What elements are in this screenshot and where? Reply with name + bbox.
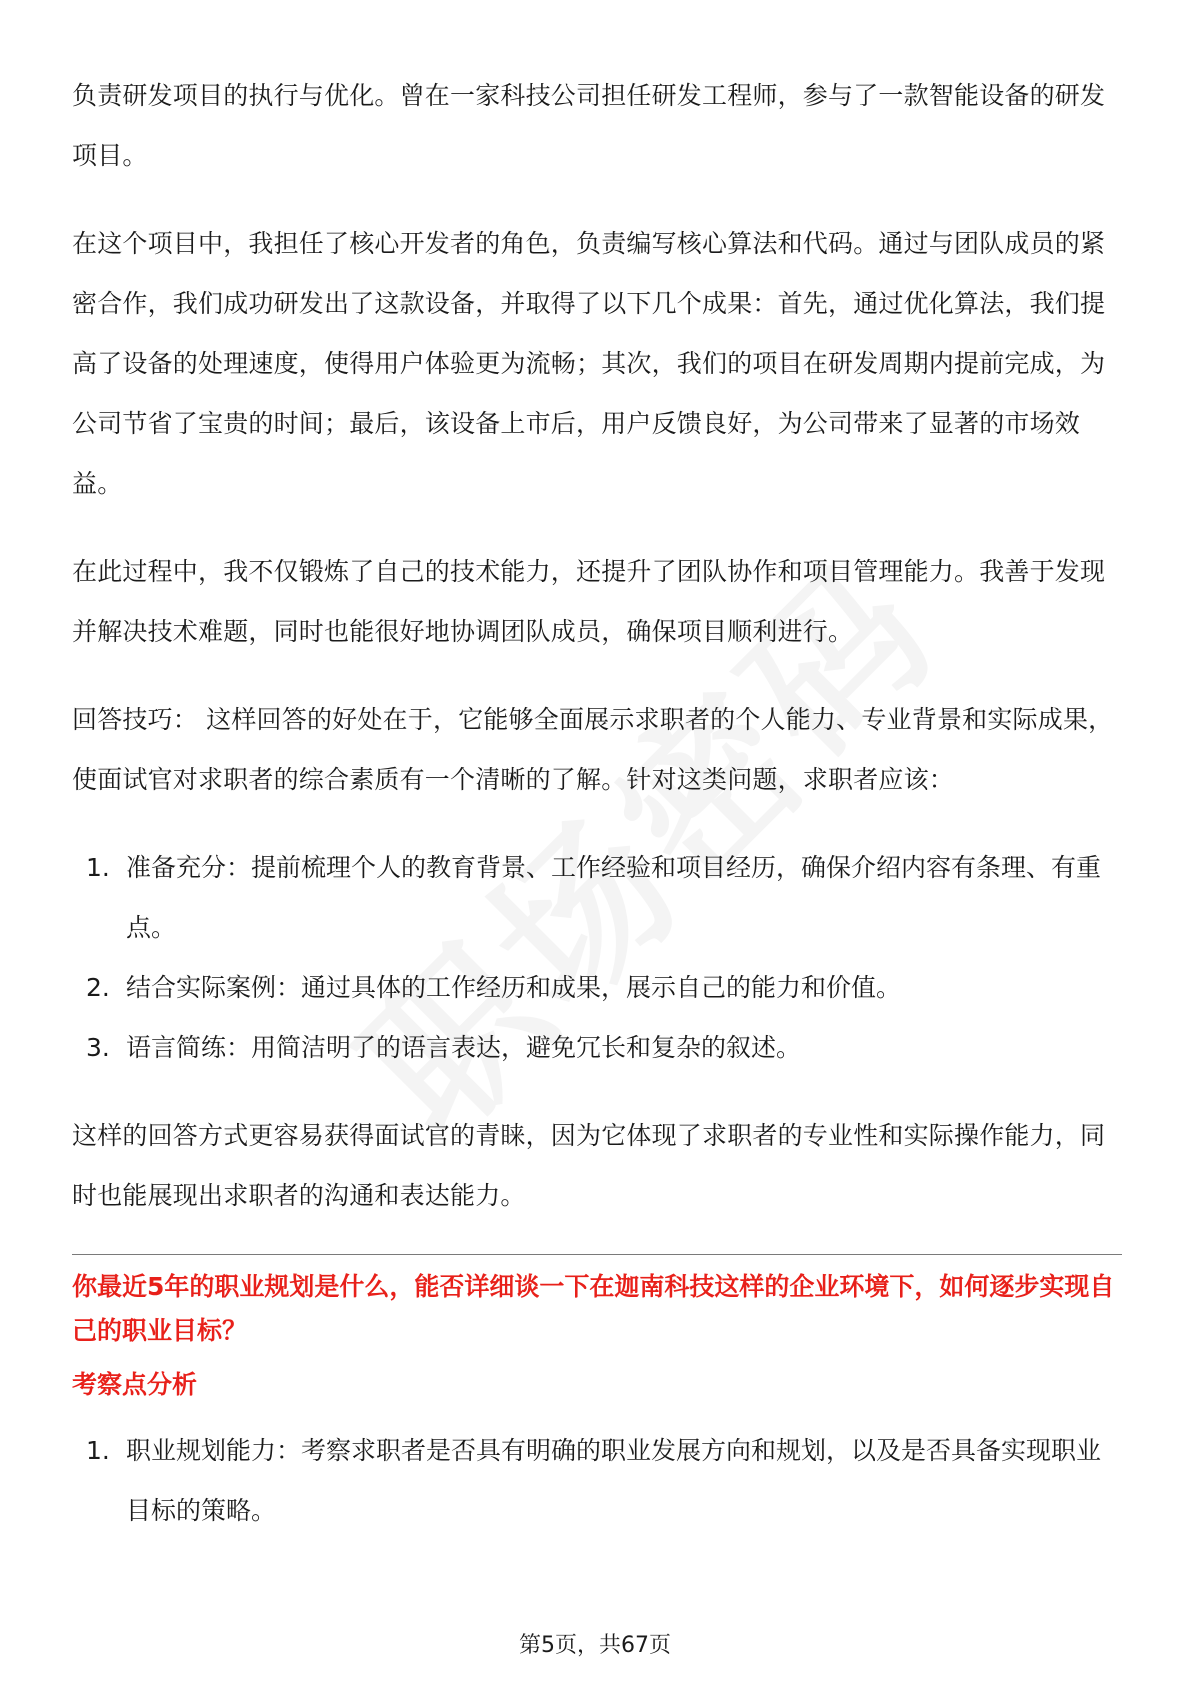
summary-paragraph: 这样的回答方式更容易获得面试官的青睐，因为它体现了求职者的专业性和实际操作能力，同时也能展现出求职者的沟通和表达能力。 [72,1121,1106,1210]
tips-list [72,838,1122,1078]
list-item-text: 准备充分：提前梳理个人的教育背景、工作经验和项目经历，确保介绍内容有条理、有重点。 [126,853,1102,942]
paragraph: 在这个项目中，我担任了核心开发者的角色，负责编写核心算法和代码。通过与团队成员的紧密合作，我们成功研发出了这款设备，并取得了以下几个成果：首先，通过优化算法，我们提高了设备的处理速度，使得用户体验更为流畅；其次，我们的项目在研发周期内提前完成，为公司节省了宝贵的时间；最后，该设备上市后，用户反馈良好，为公司带来了显著的市场效益。 [72,229,1106,498]
list-item [72,1018,1122,1078]
list-number: 2. [86,973,110,1002]
analysis-title: 考察点分析 [72,1370,198,1399]
answer-tips-paragraph: 回答技巧： 这样回答的好处在于，它能够全面展示求职者的个人能力、专业背景和实际成果，使面试官对求职者的综合素质有一个清晰的了解。针对这类问题，求职者应该： [72,705,1114,794]
list-item [72,958,1122,1018]
paragraph: 负责研发项目的执行与优化。曾在一家科技公司担任研发工程师，参与了一款智能设备的研发项目。 [72,81,1106,170]
list-item-text: 语言简练：用简洁明了的语言表达，避免冗长和复杂的叙述。 [126,1033,802,1062]
list-number: 1. [86,853,110,882]
paragraph: 在此过程中，我不仅锻炼了自己的技术能力，还提升了团队协作和项目管理能力。我善于发现并解决技术难题，同时也能很好地协调团队成员，确保项目顺利进行。 [72,557,1106,646]
list-item-text: 结合实际案例：通过具体的工作经历和成果，展示自己的能力和价值。 [126,973,902,1002]
list-item [72,838,1122,958]
page-footer: 第5页，共67页 [519,1633,671,1658]
page-content [72,66,1122,1569]
interview-question: 你最近5年的职业规划是什么，能否详细谈一下在迦南科技这样的企业环境下，如何逐步实现自己的职业目标？ [72,1272,1115,1345]
list-number: 1. [86,1436,110,1465]
list-item-text: 职业规划能力：考察求职者是否具有明确的职业发展方向和规划，以及是否具备实现职业目标的策略。 [126,1436,1102,1525]
list-number: 3. [86,1033,110,1062]
section-divider [72,1254,1122,1255]
list-item [72,1421,1122,1541]
analysis-list [72,1421,1122,1541]
